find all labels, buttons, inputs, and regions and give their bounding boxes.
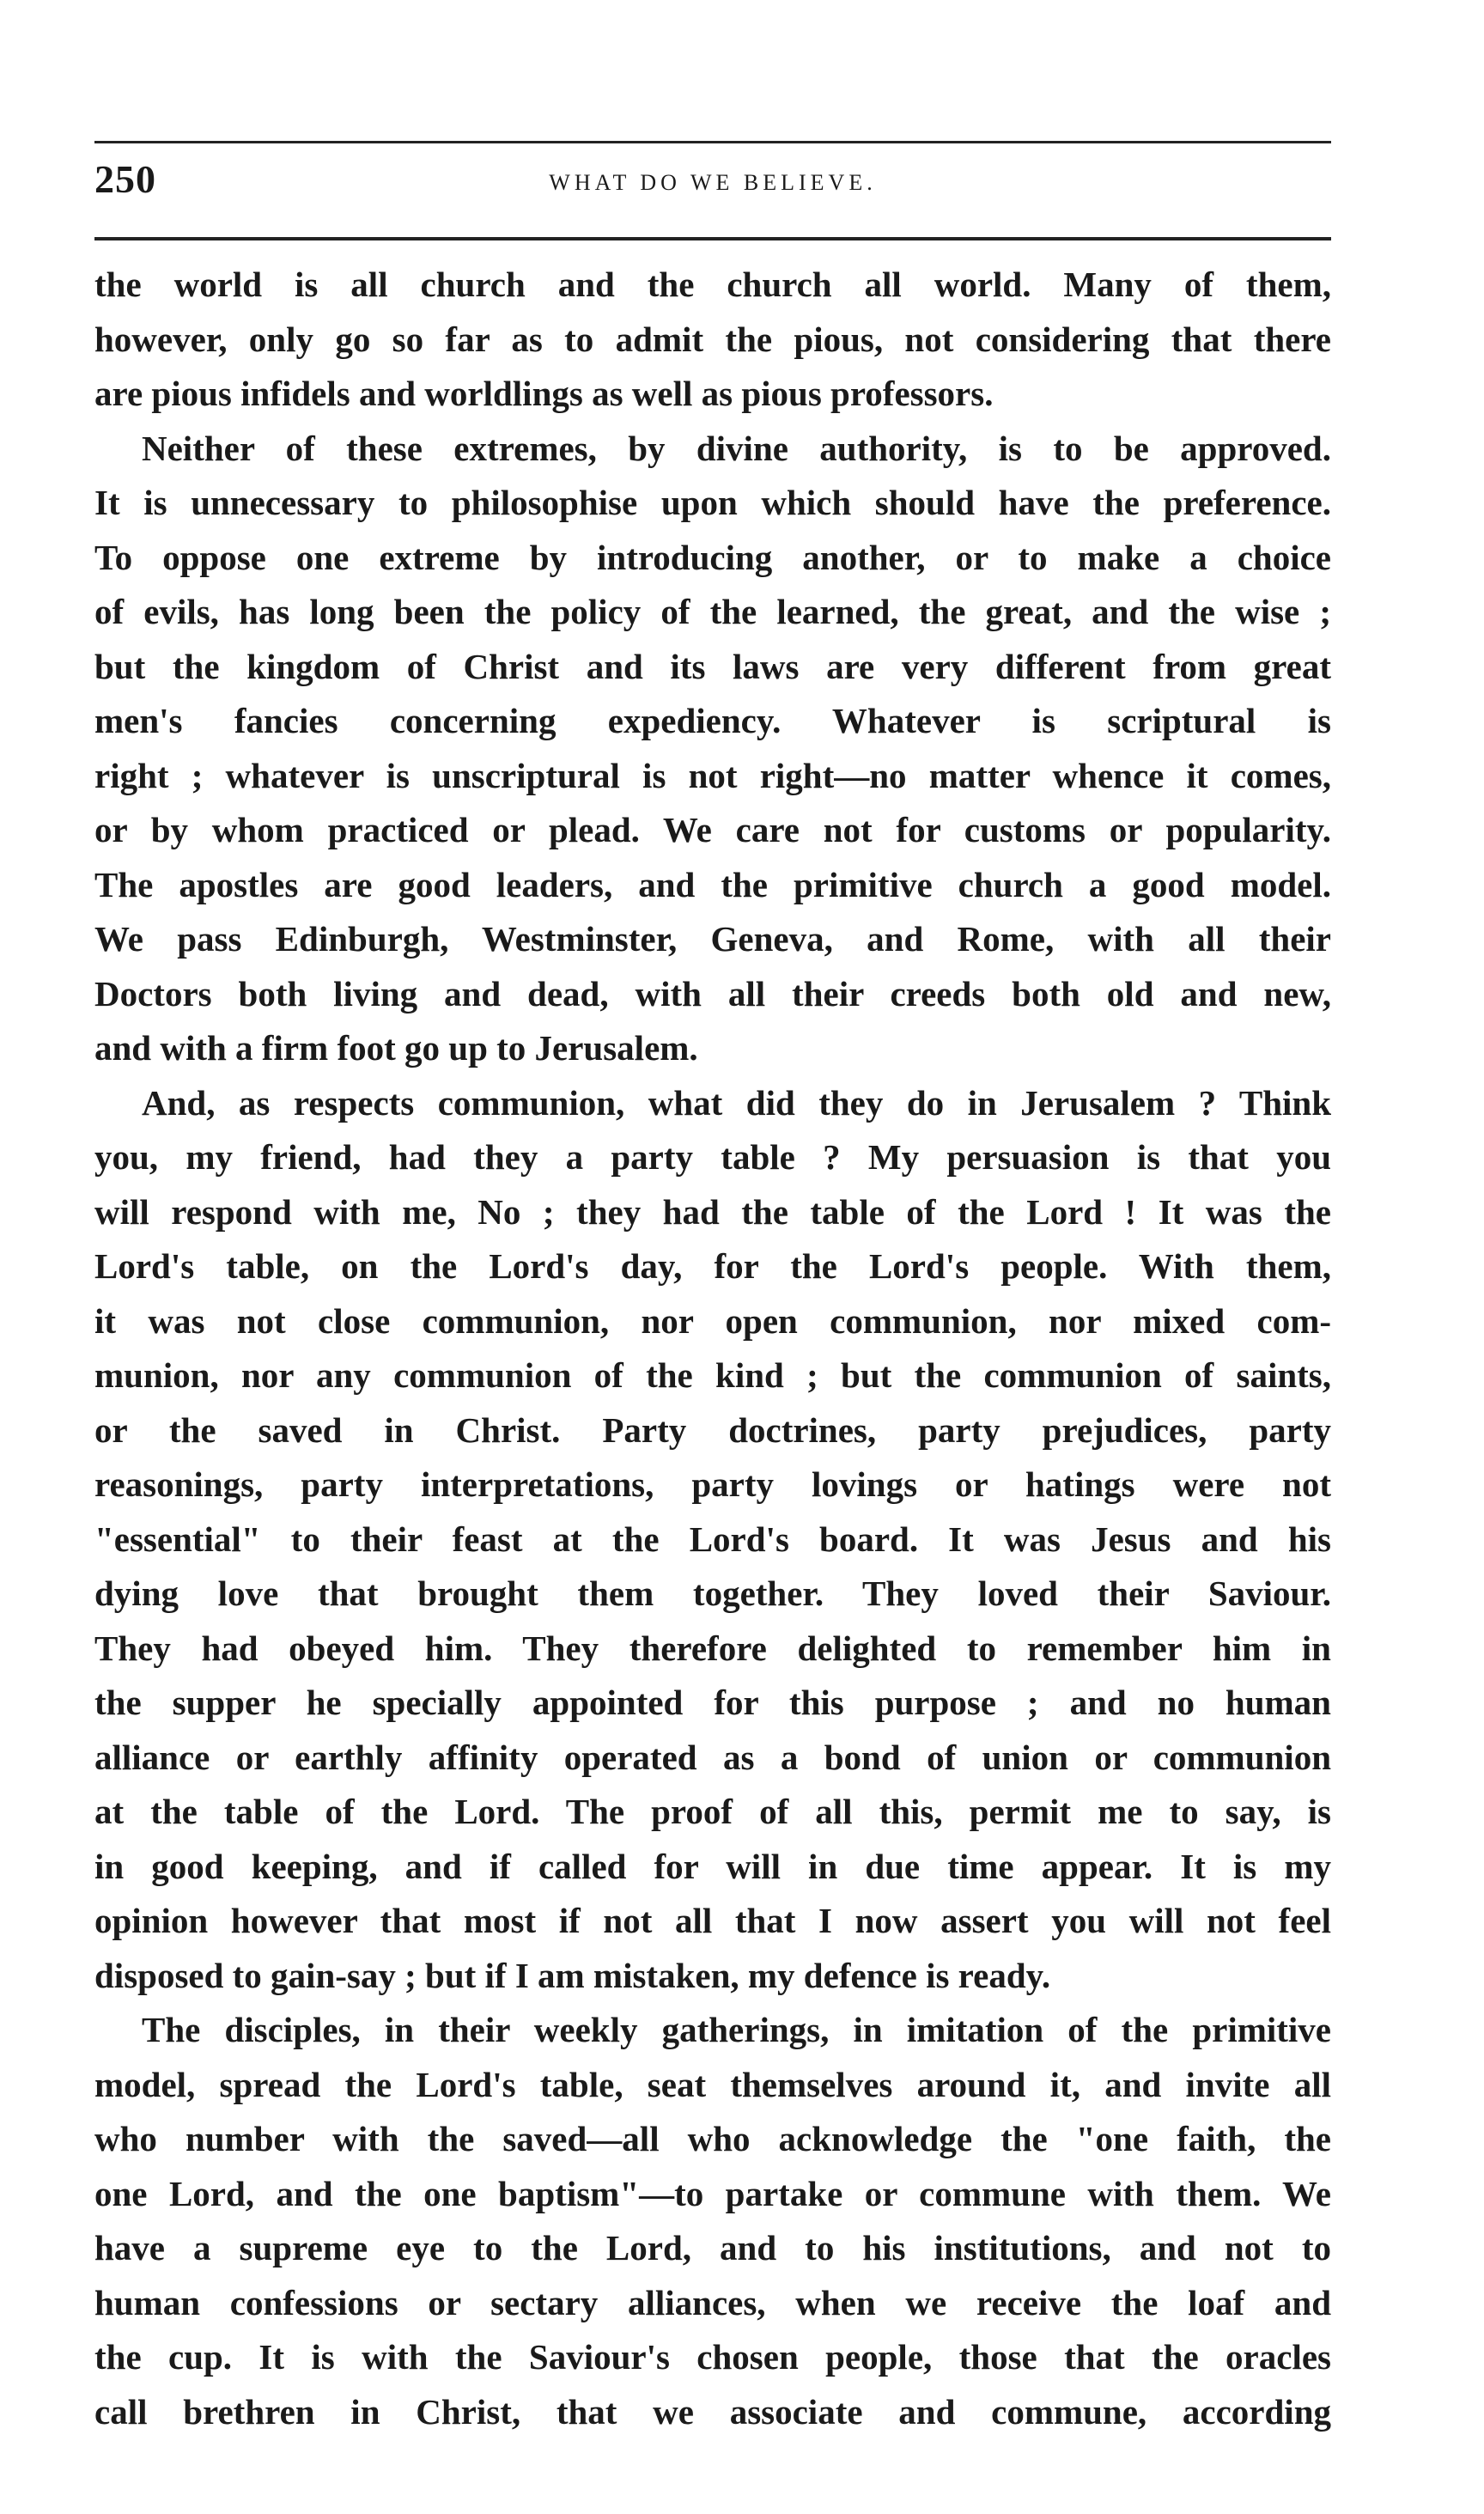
text-line: model, spread the Lord's table, seat themselves around it, and invite all	[94, 2064, 1331, 2104]
text-line: or the saved in Christ. Party doctrines, party prejudices, party	[94, 1409, 1331, 1450]
text-line: but the kingdom of Christ and its laws are very different from great	[94, 646, 1331, 686]
text-line: it was not close communion, nor open communion, nor mixed com-	[94, 1300, 1331, 1341]
text-line: in good keeping, and if called for will in due time appear. It is my	[94, 1846, 1331, 1886]
text-line: and with a firm foot go up to Jerusalem.	[94, 1028, 698, 1068]
top-rule	[94, 141, 1331, 143]
text-line: one Lord, and the one baptism"—to partake or commune with them. We	[94, 2173, 1331, 2213]
text-line: will respond with me, No ; they had the table of the Lord ! It was the	[94, 1191, 1331, 1232]
text-line: however, only go so far as to admit the pious, not considering that there	[94, 319, 1331, 359]
text-line: The apostles are good leaders, and the primitive church a good model.	[94, 864, 1331, 904]
text-line: who number with the saved—all who acknowledge the "one faith, the	[94, 2119, 1331, 2158]
header-rule	[94, 237, 1331, 240]
body-text	[94, 258, 1331, 2439]
text-line: disposed to gain-say ; but if I am mistaken, my defence is ready.	[94, 1955, 1051, 1995]
text-line: Lord's table, on the Lord's day, for the Lord's people. With them,	[94, 1246, 1331, 1286]
text-line: right ; whatever is unscriptural is not right—no matter whence it comes,	[94, 755, 1331, 795]
running-head	[94, 156, 1331, 208]
text-line: To oppose one extreme by introducing another, or to make a choice	[94, 537, 1331, 577]
text-line: The disciples, in their weekly gatherings, in imitation of the primitive	[142, 2010, 1331, 2049]
text-line: We pass Edinburgh, Westminster, Geneva, and Rome, with all their	[94, 919, 1331, 959]
text-line: or by whom practiced or plead. We care not for customs or popularity.	[94, 810, 1331, 849]
text-line: the world is all church and the church all world. Many of them,	[94, 265, 1331, 304]
text-line: the cup. It is with the Saviour's chosen people, those that the oracles	[94, 2337, 1331, 2377]
running-title: WHAT DO WE BELIEVE.	[549, 170, 877, 195]
text-line: call brethren in Christ, that we associate and commune, according	[94, 2391, 1331, 2432]
text-line: "essential" to their feast at the Lord's board. It was Jesus and his	[94, 1519, 1331, 1559]
text-line: Doctors both living and dead, with all their creeds both old and new,	[94, 973, 1331, 1014]
text-line: It is unnecessary to philosophise upon which should have the preference.	[94, 483, 1331, 522]
text-line: Neither of these extremes, by divine authority, is to be approved.	[142, 428, 1331, 468]
text-line: the supper he specially appointed for this purpose ; and no human	[94, 1683, 1331, 1722]
text-line: dying love that brought them together. They loved their Saviour.	[94, 1574, 1331, 1613]
text-line: reasonings, party interpretations, party lovings or hatings were not	[94, 1464, 1331, 1504]
text-line: have a supreme eye to the Lord, and to his institutions, and not to	[94, 2228, 1331, 2267]
text-line: of evils, has long been the policy of the learned, the great, and the wise ;	[94, 592, 1331, 631]
page-number: 250	[94, 157, 156, 201]
text-line: munion, nor any communion of the kind ; but the communion of saints,	[94, 1355, 1331, 1395]
text-line: human confessions or sectary alliances, when we receive the loaf and	[94, 2282, 1331, 2322]
text-line: And, as respects communion, what did they do in Jerusalem ? Think	[142, 1082, 1331, 1123]
text-line: alliance or earthly affinity operated as a bond of union or communion	[94, 1737, 1331, 1777]
text-line: They had obeyed him. They therefore delighted to remember him in	[94, 1628, 1331, 1668]
text-line: at the table of the Lord. The proof of all this, permit me to say, is	[94, 1792, 1331, 1831]
text-line: men's fancies concerning expediency. Whatever is scriptural is	[94, 701, 1331, 740]
text-line: you, my friend, had they a party table ? My persuasion is that you	[94, 1137, 1331, 1177]
text-line: opinion however that most if not all that I now assert you will not feel	[94, 1901, 1331, 1940]
text-line: are pious infidels and worldlings as well as pious professors.	[94, 374, 994, 413]
